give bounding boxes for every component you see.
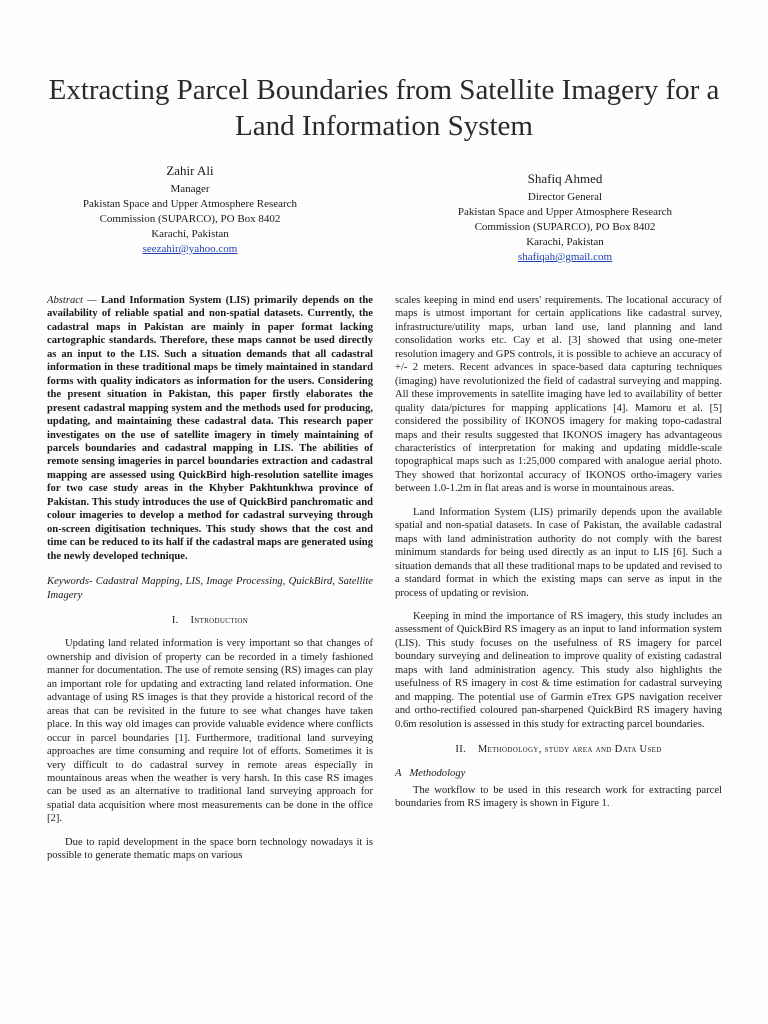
author-email-link[interactable]: shafiqah@gmail.com [517,251,613,263]
abstract [47,294,373,563]
paper-title: Extracting Parcel Boundaries from Satellite Imagery for a Land Information System [48,74,720,142]
right-column [395,294,722,811]
abstract-text: Land Information System (LIS) primarily depends on the availability of reliable spatial and non-spatial datasets. Currently, the cadastral maps in Pakistan are mainly in paper format lacking cartographic standards. Therefore, these maps cannot be used directly as an input to the LIS. Such a situation demands that all cadastral information in these traditional maps be timely maintained in standard forms with quality indicators as information for the users. Considering the present situation in Pakistan, this paper firstly elaborates the present cadastral mapping system and the methods used for producing, updating, and maintaining these cadastral data. This research paper investigates on the use of satellite imagery in timely maintaining of parcels boundaries and cadastral mapping in LIS. The abilities of remote sensing imageries in parcel boundaries extraction and cadastral mapping are assessed using QuickBird high-resolution satellite images for two case study areas in the Khyber Pakhtunkhwa province of Pakistan. This study introduces the use of QuickBird panchromatic and colour imageries to develop a method for cadastral surveying through on-screen digitisation techniques. This study shows that the cost and time can be reduced to its half if the cadastral maps are generated using the newly developed technique. [47,295,373,562]
author-block-1 [55,162,325,257]
section-number: I. [171,614,179,626]
body-paragraph: Keeping in mind the importance of RS imagery, this study includes an assessment of QuickBird RS imagery as an input to land information system (LIS). This study focuses on the usefulness of RS imagery for parcel boundary surveying and delineation to improve quality of existing cadastral maps with land administration agency. This study also highlights the usefulness of RS imagery in cost & time estimation for cadastral surveying and mapping. The potential use of Garmin eTrex GPS navigation receiver and ortho-rectified coloured pan-sharpened QuickBird RS imagery having 0.6m resolution is assessed in this study for extracting parcel boundaries. [395,610,722,730]
subsection-title: Methodology [409,767,466,779]
author-affiliation-line2: Commission (SUPARCO), PO Box 8402 [99,213,281,225]
author-position: Director General [527,191,603,203]
author-city: Karachi, Pakistan [526,236,604,248]
author-email-link[interactable]: seezahir@yahoo.com [142,243,238,255]
section-title: Methodology, study area and Data Used [477,744,662,756]
keywords: Keywords- Cadastral Mapping, LIS, Image Processing, QuickBird, Satellite Imagery [47,576,373,601]
subsection-heading [395,767,722,780]
body-paragraph: scales keeping in mind end users' requirements. The locational accuracy of maps is utmost important for certain applications like cadastral survey, infrastructure/utility maps, urban land use, land planning and land consolidation works etc. Cay et al. [3] showed that using one-meter resolution imagery and GPS controls, it is possible to achieve an accuracy of +/- 2 meters. Recent advances in space-based data capturing techniques (imaging) have revolutionized the field of cadastral surveying and mapping. All these improvements in satellite imaging have led to availability of better quality data/pictures for mapping applications [4]. Mamoru et al. [5] considered the possibility of IKONOS imagery for making topo-cadastral maps and their results suggested that IKONOS imagery has advantageous characteristics of interpretation for making and updating middle-scale topographical maps such as 1:25,000 compared with analogue aerial photo. They showed that horizontal accuracy of IKONOS ortho-imagery varies between 1.0-1.2m in flat areas and is worse in mountainous areas. [395,295,722,495]
author-name: Zahir Ali [166,163,214,178]
intro-paragraph: Updating land related information is very important so that changes of ownership and division of property can be recorded in a timely fashioned manner for documentation. The use of remote sensing (RS) images can play an important role for updating and extracting land related information. One advantage of using RS images is that they provide a historical record of the areas that can be revisited in the future to see what changes have taken place. In this way old images can provide valuable evidence where conflicts occur in parcel boundaries [1]. Furthermore, traditional land surveying approaches are time consuming and require lot of efforts. Sometimes it is very difficult to do cadastral survey in remote areas especially in mountainous areas when the weather is very harsh. In this case RS images can be used as an alternative to traditional land surveying approach for spatial data acquisition where most measurements can be done in the office [2]. [47,638,373,825]
section-heading-introduction [47,614,373,627]
author-affiliation-line2: Commission (SUPARCO), PO Box 8402 [474,221,656,233]
intro-paragraph: Due to rapid development in the space born technology nowadays it is possible to generate thematic maps on various [47,836,373,862]
author-position: Manager [170,183,210,195]
section-title: Introduction [190,614,249,626]
author-block-2 [415,170,715,265]
abstract-lead: Abstract — [47,295,97,306]
subsection-letter: A [395,767,402,779]
author-affiliation-line1: Pakistan Space and Upper Atmosphere Research [82,198,298,210]
author-name: Shafiq Ahmed [527,171,603,186]
author-city: Karachi, Pakistan [151,228,229,240]
left-column [47,294,373,863]
methodology-paragraph: The workflow to be used in this research work for extracting parcel boundaries from RS imagery is shown in Figure 1. [395,784,722,810]
author-affiliation-line1: Pakistan Space and Upper Atmosphere Research [457,206,673,218]
section-heading-methodology [395,743,722,756]
section-number: II. [455,744,467,756]
body-paragraph: Land Information System (LIS) primarily depends upon the available spatial and non-spatial datasets. In case of Pakistan, the available cadastral maps with land administration authority do not comply with the barest minimum standards for being used directly as an input to LIS [6]. Such a situation demands that all these traditional maps to be updated and revised to a standard format in which the existing maps can serve as input in the process of updating or revision. [395,506,722,599]
